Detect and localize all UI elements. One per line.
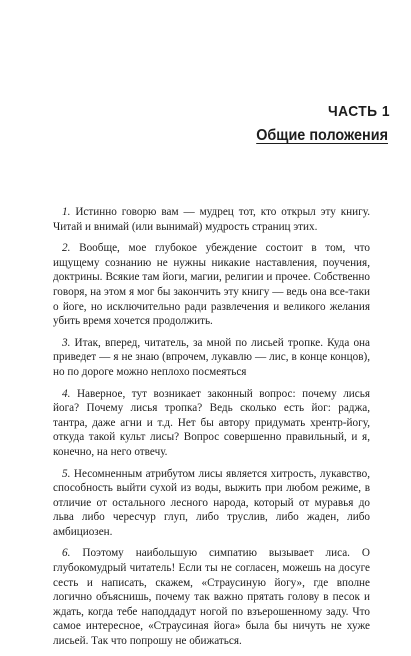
paragraph-text: Поэтому наибольшую симпатию вызывает лиса. О глубокомудрый читатель! Если ты не согласен, можешь на досуге сесть и написать, скажем, «Страусиную йогу», где вполне логично объяснишь, почему так важно прятать голову в песок и ждать, когда тебе наподдадут ногой по взъерошенному заду. Что самое интересное, «Страусиная йога» была бы ничуть не хуже лисьей. Так что попрошу не обижаться. [53,547,371,648]
paragraph-number: 6. [62,547,71,560]
paragraph-2 [53,241,370,329]
paragraph-number: 5. [62,467,71,480]
paragraph-text: Истинно говорю вам — мудрец тот, кто открыл эту книгу. Читай и внимай (или вынимай) мудрость страниц этих. [53,206,370,233]
part-title: Общие положения [256,127,388,144]
part-label: ЧАСТЬ 1 [327,103,390,120]
paragraph-number: 3. [62,336,71,349]
paragraph-4 [53,387,370,460]
paragraph-text: Наверное, тут возникает законный вопрос: почему лисья йога? Почему лисья тропка? Ведь сколько есть йог: раджа, тантра, даже агни и т.д. Нет бы автору придумать хрентр-йогу, откуда такой культ лисы? Вопрос совершенно правильный, и я, конечно, на него отвечу. [53,387,370,458]
paragraph-6 [53,546,370,648]
paragraph-text: Несомненным атрибутом лисы является хитрость, лукавство, способность выйти сухой из воды, выжить при любом режиме, в отличие от остального лесного народа, который от муравья до льва либо чересчур глуп, либо труслив, либо жаден, либо амбициозен. [53,467,371,538]
paragraph-number: 4. [62,387,71,400]
paragraph-number: 2. [62,242,71,255]
paragraph-3 [53,336,370,380]
paragraph-text: Итак, вперед, читатель, за мной по лисьей тропке. Куда она приведет — я не знаю (впрочем, лукавлю — лис, в конце концов), но по дороге можно неплохо посмеяться [53,336,371,378]
body-text [53,205,370,656]
paragraph-number: 1. [62,206,71,218]
paragraph-5 [53,467,370,540]
paragraph-1 [53,205,370,234]
paragraph-text: Вообще, мое глубокое убеждение состоит в том, что ищущему сознанию не нужны никакие наставления, поучения, доктрины. Всякие там йоги, магии, религии и прочее. Собственно говоря, на этом я мог бы закончить эту книгу — ведь она все-таки о йоге, но исключительно ради развлечения и великого желания убить время хочется продолжить. [53,242,371,328]
